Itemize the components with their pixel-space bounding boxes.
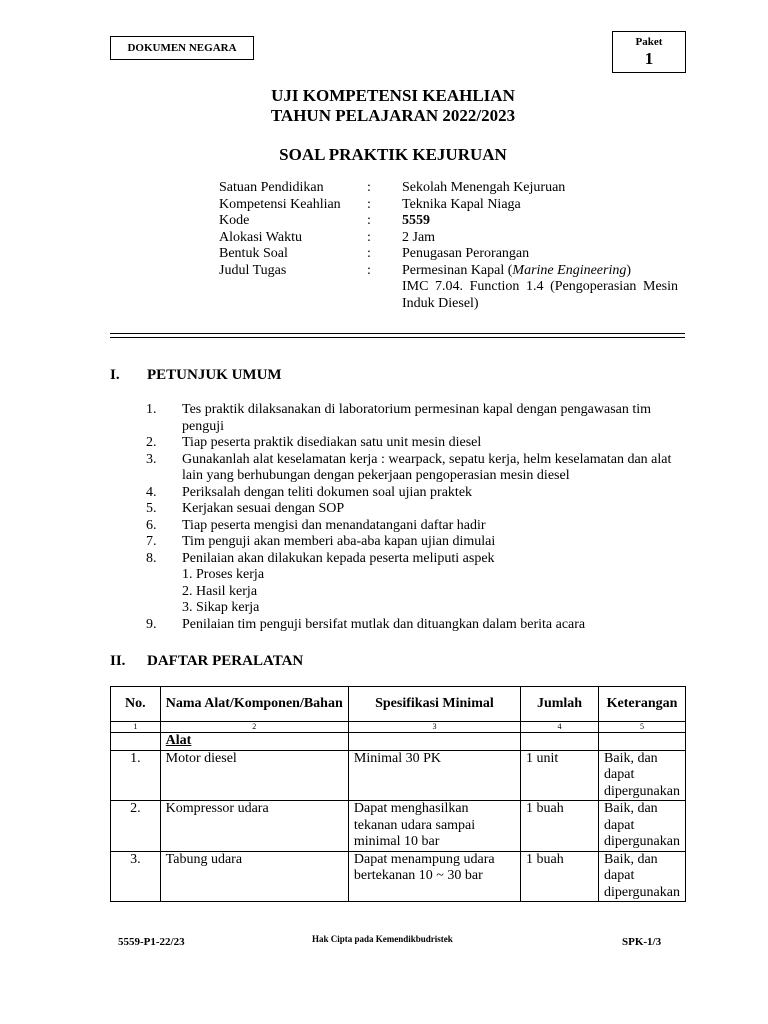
list-text: Gunakanlah alat keselamatan kerja : wearpack, sepatu kerja, helm keselamatan dan alat lain yang berhubungan dengan pekerjaan pengoperasian mesin diesel [182, 451, 672, 483]
column-header: Spesifikasi Minimal [348, 687, 520, 722]
list-text: Tiap peserta praktik disediakan satu unit mesin diesel [182, 435, 482, 450]
section-title: DAFTAR PERALATAN [147, 653, 304, 669]
info-row [219, 230, 678, 247]
list-number: 3. [146, 451, 157, 467]
list-text: Kerjakan sesuai dengan SOP [182, 501, 345, 516]
info-row [219, 263, 678, 313]
list-item [146, 501, 686, 518]
list-number: 6. [146, 517, 157, 533]
item-spec: Minimal 30 PK [348, 750, 520, 801]
row-number: 1. [111, 750, 161, 801]
column-header: Nama Alat/Komponen/Bahan [160, 687, 348, 722]
column-header: No. [111, 687, 161, 722]
item-spec: Dapat menampung udara bertekanan 10 ~ 30 bar [348, 851, 520, 902]
school-year-title: TAHUN PELAJARAN 2022/2023 [270, 106, 516, 125]
info-value [402, 263, 678, 313]
list-item [146, 617, 686, 634]
list-item [146, 551, 686, 568]
item-quantity: 1 buah [521, 851, 599, 902]
info-key: Kode [219, 213, 250, 228]
section-title: PETUNJUK UMUM [147, 367, 282, 383]
list-item [146, 534, 686, 551]
sub-list-item: 2. Hasil kerja [182, 583, 258, 599]
info-colon: : [367, 180, 371, 195]
exam-subtitle: SOAL PRAKTIK KEJURUAN [279, 145, 507, 164]
dokumen-negara-label: DOKUMEN NEGARA [110, 36, 254, 60]
column-number: 4 [521, 722, 599, 733]
item-quantity: 1 unit [521, 750, 599, 801]
list-text: Penilaian akan dilakukan kepada peserta meliputi aspek [182, 550, 495, 566]
paket-number: 1 [644, 49, 654, 68]
info-colon: : [367, 229, 371, 245]
column-number: 2 [160, 722, 348, 733]
item-quantity: 1 buah [521, 801, 599, 852]
column-number-row [111, 722, 686, 733]
table-header-row [111, 687, 686, 722]
list-text: Tiap peserta mengisi dan menandatangani daftar hadir [182, 517, 486, 533]
list-number: 1. [146, 402, 157, 417]
task-title-detail: IMC 7.04. Function 1.4 (Pengoperasian Mesin Induk Diesel) [402, 279, 678, 311]
list-item [146, 452, 686, 485]
info-colon: : [367, 196, 371, 212]
list-text: Periksalah dengan teliti dokumen soal ujian praktek [182, 484, 473, 500]
footer-copyright: Hak Cipta pada Kemendikbudristek [312, 934, 453, 944]
task-title-prefix: Permesinan Kapal ( [402, 262, 513, 278]
paket-box [612, 31, 686, 73]
group-label: Alat [160, 733, 348, 751]
footer-page: SPK-1/3 [622, 936, 662, 948]
list-text: Tes praktik dilaksanakan di laboratorium permesinan kapal dengan pengawasan tim penguji [182, 402, 652, 434]
item-note: Baik, dan dapat dipergunakan [599, 801, 686, 852]
info-row [219, 197, 678, 214]
info-colon: : [367, 246, 371, 261]
list-text: Tim penguji akan memberi aba-aba kapan ujian dimulai [182, 534, 496, 549]
item-note: Baik, dan dapat dipergunakan [599, 851, 686, 902]
section-2-heading [110, 653, 303, 670]
section-1-heading [110, 367, 282, 384]
item-note: Baik, dan dapat dipergunakan [599, 750, 686, 801]
list-number: 8. [146, 550, 157, 566]
item-name: Motor diesel [160, 750, 348, 801]
list-number: 7. [146, 534, 157, 549]
info-key: Bentuk Soal [219, 246, 288, 261]
equipment-table [110, 686, 686, 902]
list-item [146, 518, 686, 535]
instruction-list [146, 402, 686, 633]
info-value: Sekolah Menengah Kejuruan [402, 180, 566, 195]
table-cell [521, 733, 599, 751]
info-value: Teknika Kapal Niaga [402, 196, 521, 212]
info-value: 5559 [402, 213, 430, 228]
info-key: Judul Tugas [219, 262, 287, 278]
section-number: II. [110, 653, 126, 669]
table-row [111, 851, 686, 902]
paket-label: Paket [635, 36, 663, 48]
info-key: Alokasi Waktu [219, 229, 302, 245]
list-item [146, 435, 686, 452]
info-colon: : [367, 213, 371, 228]
info-row [219, 180, 678, 197]
info-key: Kompetensi Keahlian [219, 196, 341, 212]
info-colon: : [367, 262, 371, 278]
footer-code: 5559-P1-22/23 [118, 936, 185, 948]
list-number: 2. [146, 435, 157, 450]
info-row [219, 213, 678, 230]
list-item [146, 402, 686, 435]
info-value: 2 Jam [402, 229, 436, 245]
exam-info [219, 180, 678, 312]
table-cell [348, 733, 520, 751]
info-key: Satuan Pendidikan [219, 180, 324, 195]
item-name: Tabung udara [160, 851, 348, 902]
row-number: 2. [111, 801, 161, 852]
table-row [111, 801, 686, 852]
double-rule-bottom [110, 337, 685, 338]
group-row [111, 733, 686, 751]
column-number: 5 [599, 722, 686, 733]
table-cell [599, 733, 686, 751]
list-number: 5. [146, 501, 157, 516]
item-name: Kompressor udara [160, 801, 348, 852]
info-value: Penugasan Perorangan [402, 246, 530, 261]
column-header: Keterangan [599, 687, 686, 722]
row-number: 3. [111, 851, 161, 902]
table-row [111, 750, 686, 801]
task-title-suffix: ) [626, 262, 632, 278]
column-header: Jumlah [521, 687, 599, 722]
double-rule-top [110, 333, 685, 334]
item-spec: Dapat menghasilkan tekanan udara sampai minimal 10 bar [348, 801, 520, 852]
table-cell [111, 733, 161, 751]
column-number: 1 [111, 722, 161, 733]
list-item [146, 485, 686, 502]
list-number: 4. [146, 484, 157, 500]
sub-list-item: 3. Sikap kerja [182, 600, 260, 615]
exam-title: UJI KOMPETENSI KEAHLIAN [271, 86, 515, 105]
section-number: I. [110, 367, 120, 383]
info-row [219, 246, 678, 263]
sub-list-item: 1. Proses kerja [182, 567, 265, 582]
list-text: Penilaian tim penguji bersifat mutlak dan dituangkan dalam berita acara [182, 616, 586, 632]
task-title-italic: Marine Engineering [512, 262, 627, 278]
column-number: 3 [348, 722, 520, 733]
list-number: 9. [146, 616, 157, 632]
